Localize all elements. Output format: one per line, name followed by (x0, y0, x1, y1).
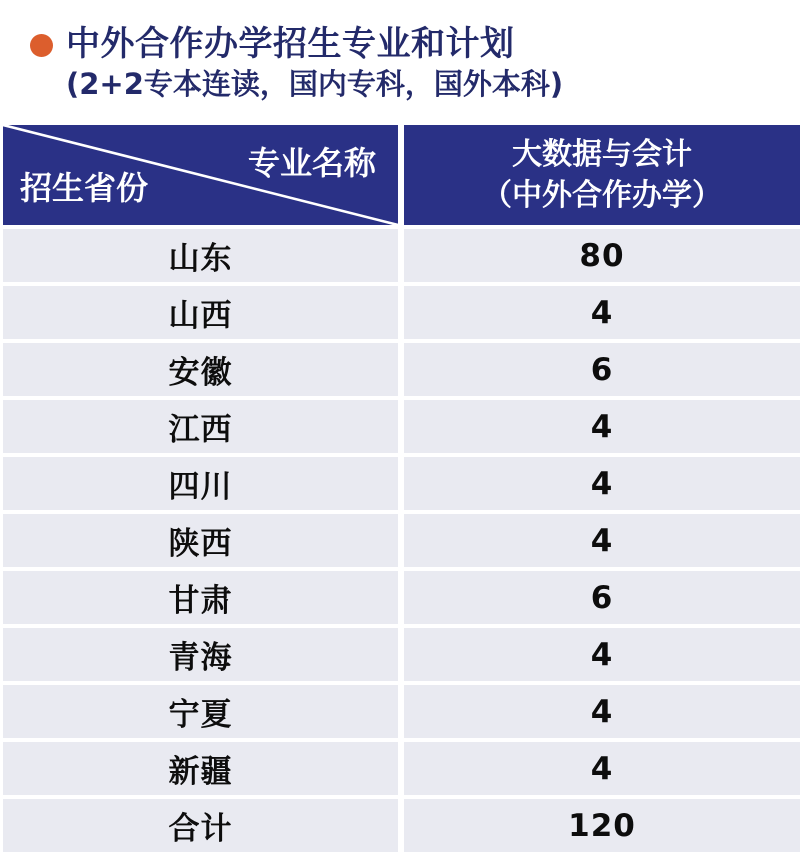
province-cell: 宁夏 (3, 685, 398, 738)
page-subtitle: (2+2专本连读，国内专科，国外本科) (66, 67, 564, 101)
enrollment-table (3, 125, 800, 852)
title-line (30, 24, 805, 64)
value-cell: 6 (404, 571, 800, 624)
province-cell: 山西 (3, 286, 398, 339)
value-cell: 4 (404, 514, 800, 567)
value-cell: 80 (404, 229, 800, 282)
major-name-line1: 大数据与会计 (512, 136, 692, 172)
province-cell-total: 合计 (3, 799, 398, 852)
province-cell: 四川 (3, 457, 398, 510)
province-cell: 安徽 (3, 343, 398, 396)
header-cell-diagonal (3, 125, 398, 225)
value-cell: 4 (404, 685, 800, 738)
value-cell: 4 (404, 286, 800, 339)
value-cell: 4 (404, 628, 800, 681)
header-cell-major (404, 125, 800, 225)
value-cell: 4 (404, 457, 800, 510)
column-header-province: 招生省份 (20, 169, 149, 207)
value-cell: 6 (404, 343, 800, 396)
province-cell: 新疆 (3, 742, 398, 795)
province-cell: 山东 (3, 229, 398, 282)
province-cell: 甘肃 (3, 571, 398, 624)
value-cell: 4 (404, 742, 800, 795)
page-title: 中外合作办学招生专业和计划 (66, 24, 515, 64)
province-cell: 陕西 (3, 514, 398, 567)
province-cell: 江西 (3, 400, 398, 453)
value-cell-total: 120 (404, 799, 800, 852)
province-cell: 青海 (3, 628, 398, 681)
major-name-line2: （中外合作办学） (482, 177, 722, 213)
value-cell: 4 (404, 400, 800, 453)
column-header-major-name: 专业名称 (247, 144, 376, 182)
bullet-icon (30, 34, 53, 57)
title-block (0, 0, 805, 102)
